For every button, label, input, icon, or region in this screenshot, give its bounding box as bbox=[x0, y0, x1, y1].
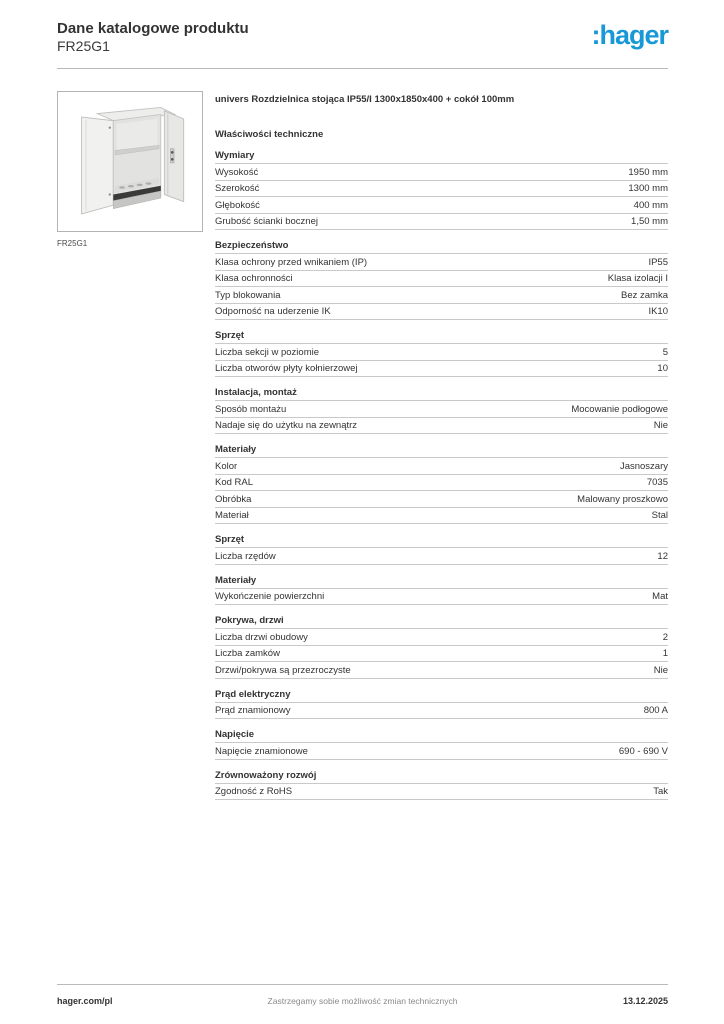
spec-value: Nie bbox=[653, 420, 668, 431]
spec-label: Odporność na uderzenie IK bbox=[215, 306, 331, 317]
spec-row bbox=[215, 197, 668, 214]
spec-row bbox=[215, 508, 668, 525]
product-image bbox=[64, 96, 196, 228]
spec-label: Liczba zamków bbox=[215, 648, 280, 659]
section-heading: Pokrywa, drzwi bbox=[215, 615, 668, 629]
header-divider bbox=[57, 68, 668, 69]
specs-column bbox=[215, 91, 668, 800]
spec-label: Prąd znamionowy bbox=[215, 705, 291, 716]
spec-row bbox=[215, 548, 668, 565]
spec-value: 1950 mm bbox=[628, 166, 668, 178]
section-heading: Materiały bbox=[215, 444, 668, 458]
spec-value: Bez zamka bbox=[621, 289, 668, 301]
spec-section bbox=[215, 689, 668, 720]
spec-row bbox=[215, 401, 668, 418]
spec-row bbox=[215, 181, 668, 198]
spec-label: Klasa ochronności bbox=[215, 273, 293, 284]
spec-label: Zgodność z RoHS bbox=[215, 786, 293, 797]
header-titles bbox=[57, 20, 249, 55]
spec-label: Drzwi/pokrywa są przezroczyste bbox=[215, 664, 351, 676]
spec-section bbox=[215, 387, 668, 434]
spec-value: Mocowanie podłogowe bbox=[571, 403, 668, 415]
footer-website-link[interactable]: hager.com/pl bbox=[57, 996, 113, 1006]
spec-row bbox=[215, 361, 668, 378]
section-heading: Wymiary bbox=[215, 150, 668, 164]
spec-label: Obróbka bbox=[215, 493, 252, 505]
spec-row bbox=[215, 703, 668, 720]
spec-row bbox=[215, 304, 668, 321]
spec-section bbox=[215, 240, 668, 320]
product-image-frame bbox=[57, 91, 203, 232]
spec-value: Tak bbox=[653, 786, 668, 797]
spec-label: Sposób montażu bbox=[215, 403, 287, 415]
spec-section bbox=[215, 770, 668, 801]
spec-row bbox=[215, 589, 668, 606]
spec-value: 7035 bbox=[646, 477, 668, 488]
spec-section bbox=[215, 575, 668, 606]
spec-label: Nadaje się do użytku na zewnątrz bbox=[215, 420, 358, 431]
spec-value: 1 bbox=[662, 648, 668, 659]
spec-value: 400 mm bbox=[633, 199, 668, 211]
specs-heading: Właściwości techniczne bbox=[215, 129, 324, 140]
spec-section bbox=[215, 150, 668, 230]
section-heading: Napięcie bbox=[215, 729, 668, 743]
spec-row bbox=[215, 164, 668, 181]
spec-value: 800 A bbox=[643, 705, 668, 716]
product-code: FR25G1 bbox=[57, 38, 110, 54]
spec-label: Głębokość bbox=[215, 199, 260, 211]
spec-row bbox=[215, 629, 668, 646]
spec-label: Klasa ochrony przed wnikaniem (IP) bbox=[215, 256, 368, 268]
section-heading: Sprzęt bbox=[215, 534, 668, 548]
spec-label: Wykończenie powierzchni bbox=[215, 591, 325, 602]
spec-label: Szerokość bbox=[215, 183, 260, 194]
spec-value: Klasa izolacji I bbox=[607, 273, 668, 284]
spec-value: Nie bbox=[653, 664, 668, 676]
spec-value: 1300 mm bbox=[628, 183, 668, 194]
footer-date: 13.12.2025 bbox=[622, 996, 668, 1006]
spec-label: Liczba sekcji w poziomie bbox=[215, 346, 320, 358]
spec-section bbox=[215, 615, 668, 679]
section-heading: Zrównoważony rozwój bbox=[215, 770, 668, 784]
spec-value: 5 bbox=[662, 346, 668, 358]
spec-label: Liczba otworów płyty kołnierzowej bbox=[215, 363, 358, 374]
spec-row bbox=[215, 254, 668, 271]
spec-row bbox=[215, 475, 668, 492]
spec-label: Napięcie znamionowe bbox=[215, 745, 308, 757]
spec-row bbox=[215, 344, 668, 361]
spec-label: Typ blokowania bbox=[215, 289, 281, 301]
spec-label: Grubość ścianki bocznej bbox=[215, 216, 318, 227]
spec-row bbox=[215, 271, 668, 288]
spec-row bbox=[215, 784, 668, 801]
section-heading: Sprzęt bbox=[215, 330, 668, 344]
spec-sections bbox=[215, 150, 668, 800]
spec-row bbox=[215, 646, 668, 663]
product-title: univers Rozdzielnica stojąca IP55/I 1300x1850x400 + cokół 100mm bbox=[215, 94, 515, 105]
section-heading: Instalacja, montaż bbox=[215, 387, 668, 401]
document-footer bbox=[57, 984, 668, 1006]
hager-logo: :hager bbox=[591, 20, 668, 50]
spec-row bbox=[215, 418, 668, 435]
spec-row bbox=[215, 287, 668, 304]
section-heading: Materiały bbox=[215, 575, 668, 589]
spec-label: Kod RAL bbox=[215, 477, 254, 488]
spec-row bbox=[215, 662, 668, 679]
spec-value: Jasnoszary bbox=[619, 460, 668, 472]
spec-value: 690 - 690 V bbox=[618, 745, 668, 757]
footer-row bbox=[57, 996, 668, 1006]
spec-row bbox=[215, 491, 668, 508]
spec-value: 2 bbox=[662, 631, 668, 643]
document-header bbox=[57, 20, 668, 55]
spec-value: Mat bbox=[652, 591, 668, 602]
spec-section bbox=[215, 534, 668, 565]
spec-value: IK10 bbox=[648, 306, 668, 317]
spec-value: Malowany proszkowo bbox=[577, 493, 668, 505]
page-title: Dane katalogowe produktu bbox=[57, 20, 249, 37]
spec-label: Wysokość bbox=[215, 166, 259, 178]
spec-label: Kolor bbox=[215, 460, 238, 472]
spec-value: 10 bbox=[657, 363, 668, 374]
spec-value: IP55 bbox=[648, 256, 668, 268]
spec-row bbox=[215, 214, 668, 231]
main-content bbox=[57, 91, 668, 800]
spec-row bbox=[215, 458, 668, 475]
spec-label: Liczba drzwi obudowy bbox=[215, 631, 308, 643]
spec-section bbox=[215, 444, 668, 524]
spec-row bbox=[215, 743, 668, 760]
footer-disclaimer: Zastrzegamy sobie możliwość zmian technicznych bbox=[267, 996, 458, 1006]
spec-section bbox=[215, 330, 668, 377]
spec-section bbox=[215, 729, 668, 760]
spec-value: Stal bbox=[651, 510, 668, 521]
spec-value: 1,50 mm bbox=[631, 216, 668, 227]
product-image-caption: FR25G1 bbox=[57, 239, 88, 248]
product-image-column bbox=[57, 91, 205, 800]
spec-label: Liczba rzędów bbox=[215, 550, 276, 562]
spec-value: 12 bbox=[657, 550, 668, 562]
section-heading: Prąd elektryczny bbox=[215, 689, 668, 703]
spec-label: Materiał bbox=[215, 510, 249, 521]
section-heading: Bezpieczeństwo bbox=[215, 240, 668, 254]
